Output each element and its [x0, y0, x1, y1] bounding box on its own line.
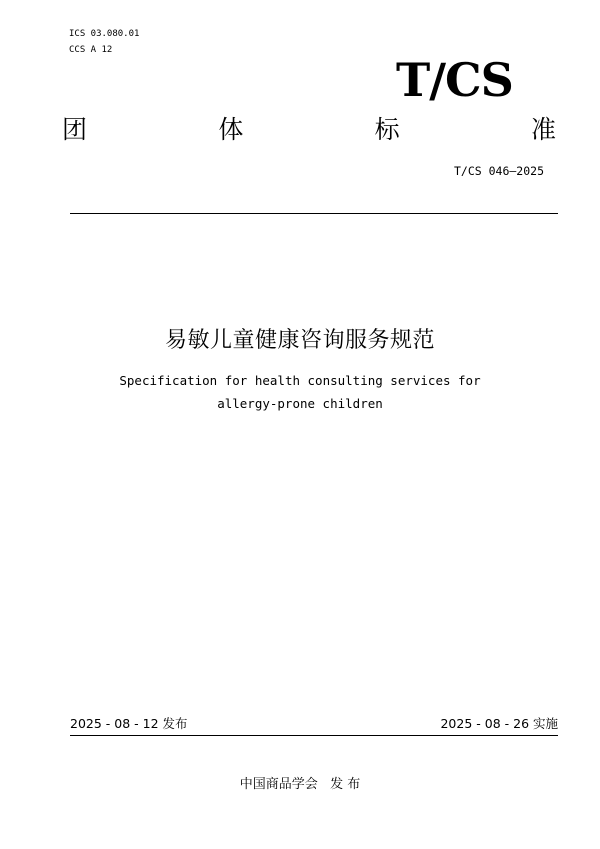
ics-code: ICS 03.080.01 — [69, 29, 140, 39]
publisher: 中国商品学会 发 布 — [239, 777, 361, 792]
ccs-code: CCS A 12 — [69, 45, 113, 55]
implementation-date: 2025 - 08 - 26 实施 — [440, 716, 558, 731]
english-title-line-1: Specification for health consulting services for — [119, 373, 481, 388]
chinese-title: 易敏儿童健康咨询服务规范 — [164, 328, 435, 353]
english-title-line-2: allergy-prone children — [217, 396, 383, 411]
standard-type-heading — [62, 114, 556, 146]
heading-char: 标 — [374, 115, 400, 144]
bottom-divider — [70, 735, 558, 736]
heading-char: 准 — [530, 115, 556, 144]
standard-number: T/CS 046—2025 — [453, 164, 544, 178]
heading-char: 团 — [62, 115, 88, 144]
heading-char: 体 — [218, 115, 244, 144]
tcs-logo: T/CS — [396, 53, 513, 107]
top-divider — [70, 213, 558, 214]
issue-date: 2025 - 08 - 12 发布 — [70, 716, 188, 731]
